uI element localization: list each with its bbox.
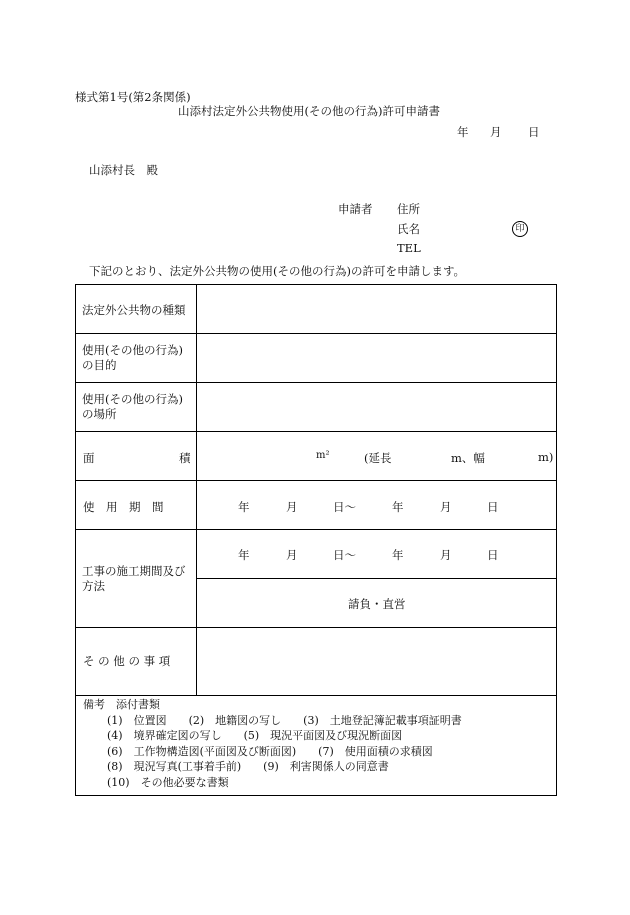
period-end-year: 年 — [392, 500, 404, 514]
notes-line: (1) 位置図 (2) 地籍図の写し (3) 土地登記簿記載事項証明書 — [107, 713, 462, 727]
name-label: 氏名 — [397, 222, 420, 236]
other-value-field[interactable] — [201, 632, 553, 690]
seal-icon: 印 — [512, 221, 528, 237]
intro-text: 下記のとおり、法定外公共物の使用(その他の行為)の許可を申請します。 — [89, 264, 466, 278]
construction-start-year: 年 — [238, 548, 250, 562]
construction-start-month: 月 — [286, 548, 298, 562]
application-table — [75, 284, 557, 796]
addressee: 山添村長 殿 — [89, 163, 158, 177]
construction-end-day: 日 — [487, 548, 499, 562]
construction-end-month: 月 — [440, 548, 452, 562]
date-day: 日 — [528, 125, 540, 139]
area-label-left: 面 — [83, 451, 95, 465]
period-start-year: 年 — [238, 500, 250, 514]
date-year: 年 — [457, 125, 469, 139]
period-label: 使 用 期 間 — [83, 500, 164, 514]
period-end-day: 日 — [487, 500, 499, 514]
period-start-month: 月 — [286, 500, 298, 514]
area-unit: m² — [316, 450, 330, 461]
seal-mark — [512, 220, 528, 237]
place-label: 使用(その他の行為) の場所 — [82, 392, 183, 421]
purpose-label: 使用(その他の行為) の目的 — [82, 343, 183, 372]
notes-line: (6) 工作物構造図(平面図及び断面図) (7) 使用面積の求積図 — [107, 744, 433, 758]
date-month: 月 — [490, 125, 502, 139]
area-width: m、幅 — [451, 451, 485, 465]
notes-line: (4) 境界確定図の写し (5) 現況平面図及び現況断面図 — [107, 729, 403, 743]
period-start-day: 日〜 — [333, 500, 356, 514]
form-number: 様式第1号(第2条関係) — [75, 90, 191, 104]
construction-method: 請負・直営 — [348, 597, 406, 611]
notes-section — [83, 697, 462, 791]
tel-label: TEL — [397, 241, 421, 255]
other-label: そ の 他 の 事 項 — [83, 654, 171, 668]
construction-end-year: 年 — [392, 548, 404, 562]
place-value-field[interactable] — [201, 387, 553, 427]
area-label-right: 積 — [179, 451, 191, 465]
construction-start-day: 日〜 — [333, 548, 356, 562]
kind-label: 法定外公共物の種類 — [82, 303, 186, 317]
area-end: m) — [538, 450, 554, 464]
address-label: 住所 — [397, 202, 420, 216]
notes-line: (10) その他必要な書類 — [107, 775, 229, 789]
purpose-value-field[interactable] — [201, 338, 553, 378]
construction-label: 工事の施工期間及び 方法 — [82, 564, 186, 593]
notes-line: (8) 現況写真(工事着手前) (9) 利害関係人の同意書 — [107, 760, 389, 774]
applicant-label: 申請者 — [338, 202, 373, 216]
area-extension: (延長 — [364, 451, 392, 465]
notes-title: 備考 添付書類 — [83, 698, 160, 711]
period-end-month: 月 — [440, 500, 452, 514]
kind-value-field[interactable] — [201, 289, 553, 329]
document-title: 山添村法定外公共物使用(その他の行為)許可申請書 — [178, 104, 440, 118]
